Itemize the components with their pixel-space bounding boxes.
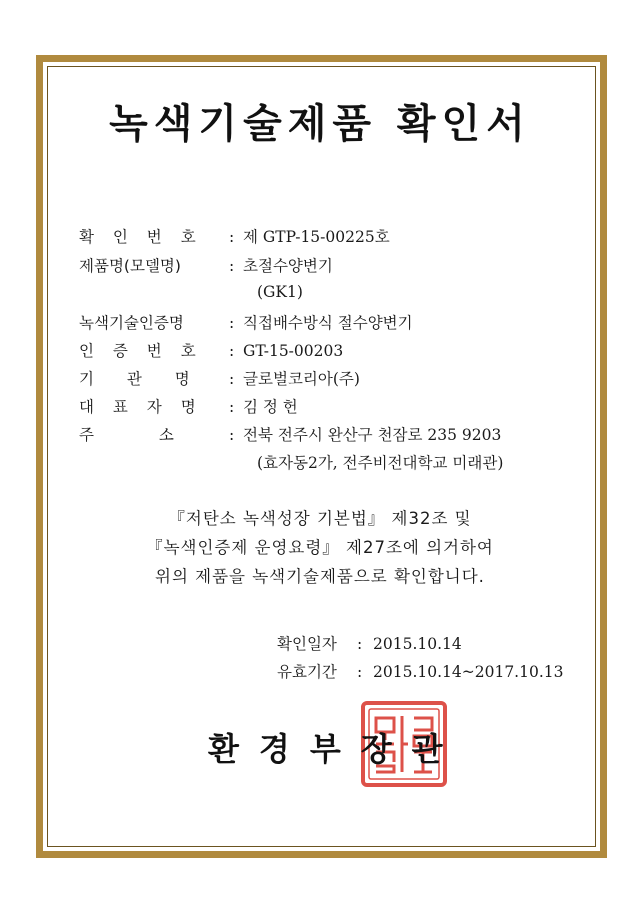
- field-label: 주 소: [79, 426, 174, 444]
- field-organization: [79, 367, 360, 389]
- date-colon: :: [357, 635, 363, 653]
- field-value: 초절수양변기: [243, 257, 333, 275]
- field-colon: :: [229, 426, 235, 444]
- field-value: 직접배수방식 절수양변기: [243, 314, 413, 332]
- date-value: 2015.10.14~2017.10.13: [373, 663, 564, 681]
- field-confirmation-number: [79, 225, 390, 247]
- field-product-name: [79, 254, 333, 276]
- field-address: [79, 423, 501, 445]
- field-label: 확 인 번 호: [79, 228, 203, 246]
- field-value: 전북 전주시 완산구 천잠로 235 9203: [243, 426, 502, 444]
- field-label: 기 관 명: [79, 370, 190, 388]
- field-colon: :: [229, 257, 235, 275]
- field-label: 녹색기술인증명: [79, 314, 184, 332]
- field-colon: :: [229, 342, 235, 360]
- body-line-1: 『저탄소 녹색성장 기본법』 제32조 및: [168, 509, 472, 528]
- date-colon: :: [357, 663, 363, 681]
- issuer-name: 환경부장관: [208, 730, 463, 768]
- field-model-name: (GK1): [257, 283, 303, 301]
- body-line-2: 『녹색인증제 운영요령』 제27조에 의거하여: [146, 538, 494, 557]
- field-colon: :: [229, 398, 235, 416]
- field-label: 제품명(모델명): [79, 257, 181, 275]
- confirmation-date: [277, 632, 462, 654]
- field-certification-number: [79, 339, 343, 361]
- field-label: 대 표 자 명: [79, 398, 203, 416]
- field-value: 제 GTP-15-00225호: [243, 228, 390, 246]
- field-colon: :: [229, 370, 235, 388]
- field-value: 김 정 헌: [243, 398, 298, 416]
- field-value: 글로벌코리아(주): [243, 370, 360, 388]
- field-value: GT-15-00203: [243, 342, 344, 360]
- field-address-detail: (효자동2가, 전주비전대학교 미래관): [257, 454, 504, 472]
- date-label: 유효기간: [277, 663, 337, 681]
- certificate-title: 녹색기술제품 확인서: [109, 101, 531, 147]
- date-value: 2015.10.14: [373, 635, 462, 653]
- field-certification-name: [79, 311, 413, 333]
- body-line-3: 위의 제품을 녹색기술제품으로 확인합니다.: [155, 567, 485, 586]
- field-colon: :: [229, 314, 235, 332]
- field-representative: [79, 395, 298, 417]
- field-label: 인 증 번 호: [79, 342, 203, 360]
- validity-period: [277, 660, 563, 682]
- date-label: 확인일자: [277, 635, 337, 653]
- field-colon: :: [229, 228, 235, 246]
